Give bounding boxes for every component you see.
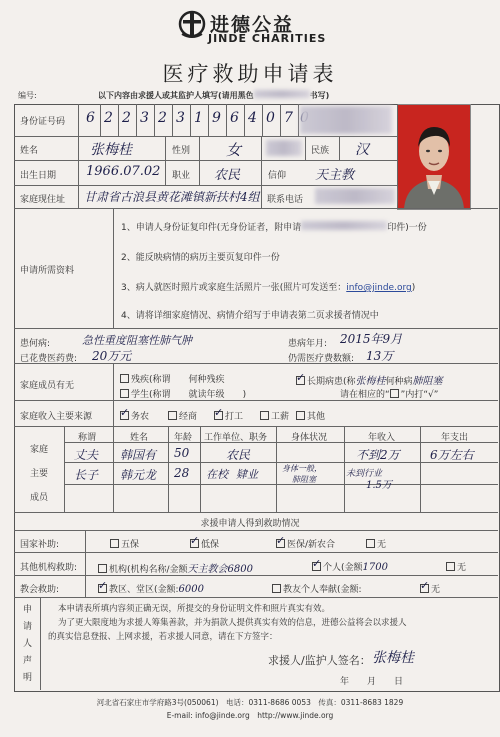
fill-note-tail: 书写) <box>309 91 330 100</box>
dibao-checkbox[interactable] <box>190 539 199 548</box>
option-student-close: ) <box>242 390 247 400</box>
option-disabled[interactable] <box>120 372 225 385</box>
id-label: 身份证号码 <box>20 117 66 127</box>
redacted-area <box>266 140 302 156</box>
number-label: 编号: <box>18 91 37 100</box>
cost-value: 20万元 <box>92 349 132 363</box>
declaration-line-3: 的真实信息登报、上网求援，若求援人同意，请在下方签字： <box>48 632 278 642</box>
gov-option-dibao[interactable] <box>190 537 219 550</box>
table-cell: 未到行业 <box>346 469 383 479</box>
fill-note-text: 以下内容由求援人或其监护人填写(请用黑色 <box>98 91 254 100</box>
table-cell: 50 <box>174 446 190 460</box>
id-digit: 3 <box>140 110 149 126</box>
info-email-link[interactable]: info@jinde.org <box>346 283 412 293</box>
birth-label: 出生日期 <box>20 171 57 181</box>
org-aid-option[interactable] <box>98 560 253 575</box>
redacted-id-area <box>300 106 392 134</box>
members-label: 家庭成员有无 <box>20 381 75 391</box>
id-digit: 7 <box>284 110 293 126</box>
income-option-salary[interactable] <box>260 409 289 422</box>
gov-aid-label: 国家补助: <box>20 540 60 550</box>
estimate-value: 13万 <box>366 349 394 363</box>
job-label: 职业 <box>172 171 191 181</box>
table-cell: 6万左右 <box>430 448 474 462</box>
material-item-2: 2、能反映病情的病历主要页复印件一份 <box>121 253 280 263</box>
org-aid-amount: 天主教会6800 <box>187 564 253 575</box>
family-label-2: 主要 <box>30 469 49 479</box>
other-checkbox[interactable] <box>296 411 305 420</box>
material-item-1-text: 1、申请人身份证复印件(无身份证者，附申请 <box>121 223 302 233</box>
faith-label: 信仰 <box>268 171 287 181</box>
family-header-health: 身体状况 <box>291 433 328 443</box>
org-none-option[interactable] <box>446 560 466 573</box>
table-cell: 肄业 <box>236 468 258 481</box>
farming-checkbox[interactable] <box>120 411 129 420</box>
salary-label: 工薪 <box>271 412 290 422</box>
disabled-checkbox[interactable] <box>120 374 129 383</box>
check-hint-tick: √ <box>428 390 434 400</box>
side-char: 申 <box>23 605 33 615</box>
church-diocese-option[interactable] <box>98 582 204 595</box>
estimate-label: 仍需医疗费数额: <box>288 354 355 364</box>
health-note: 身体一般， <box>282 464 322 473</box>
table-cell: 28 <box>174 466 190 480</box>
org-logo <box>178 10 328 46</box>
check-hint <box>340 387 438 400</box>
year-value: 2015年9月 <box>340 332 403 346</box>
wubao-label: 五保 <box>121 540 140 550</box>
gov-none-label: 无 <box>377 540 387 550</box>
id-digit: 6 <box>86 110 95 126</box>
address-value: 甘肃省古浪县黄花滩镇新扶村4组 <box>84 190 260 204</box>
org-checkbox[interactable] <box>98 564 107 573</box>
declaration-line-2: 为了更大限度地为求援人筹集善款，并为捐款人提供真实有效的信息，进德公益将会以求援人 <box>58 618 407 628</box>
material-item-3 <box>121 280 415 293</box>
disease-value: 急性重度阻塞性肺气肿 <box>82 334 192 347</box>
income-option-business[interactable] <box>168 409 197 422</box>
table-cell: 丈夫 <box>74 448 99 462</box>
income-option-other[interactable] <box>296 409 325 422</box>
option-student-label: 学生(称谓 <box>131 390 171 400</box>
person-option-label: 个人(金额 <box>323 563 363 573</box>
footer-contact: E-mail: info@jinde.org http://www.jinde.org <box>166 711 334 720</box>
address-label: 家庭现住址 <box>20 195 66 205</box>
church-none-label: 无 <box>431 585 441 595</box>
declaration-side-label <box>23 602 32 687</box>
gov-option-none[interactable] <box>366 537 386 550</box>
org-option-label: 机构(机构名称/金额 <box>109 565 188 575</box>
option-chronic-kind: 何种病 <box>385 377 413 387</box>
farming-label: 务农 <box>131 412 150 422</box>
ethnic-label: 民族 <box>311 146 330 156</box>
check-hint-text: 请在相应的“ <box>340 390 390 400</box>
dibao-label: 低保 <box>201 540 220 550</box>
labor-checkbox[interactable] <box>214 411 223 420</box>
material-item-4: 4、请将详细家庭情况、病情介绍写于申请表第二页求援者情况中 <box>121 311 379 321</box>
side-char: 声 <box>23 656 33 666</box>
id-digit: 6 <box>230 110 239 126</box>
materials-label: 申请所需资料 <box>20 266 75 276</box>
option-chronic[interactable] <box>296 372 443 387</box>
labor-label: 打工 <box>225 412 244 422</box>
member-option-label: 教友个人奉献(金额: <box>283 585 362 595</box>
hint-box-icon <box>390 389 399 398</box>
business-label: 经商 <box>179 412 198 422</box>
material-item-1-tail: 印件)一份 <box>387 223 427 233</box>
gov-option-wubao[interactable] <box>110 537 139 550</box>
id-digit: 0 <box>266 110 275 126</box>
applicant-photo <box>397 104 471 210</box>
income-source-label: 家庭收入主要来源 <box>20 412 93 422</box>
signature-value: 张梅桂 <box>372 650 414 666</box>
option-chronic-label: 长期病患(称 <box>307 377 356 387</box>
diocese-amount: 6000 <box>178 584 204 595</box>
redacted-area <box>254 90 310 98</box>
check-hint-end: ” <box>433 390 439 400</box>
table-cell: 在校 <box>206 468 228 481</box>
name-value: 张梅桂 <box>90 142 132 158</box>
income-option-farming[interactable] <box>120 409 149 422</box>
member-checkbox[interactable] <box>272 584 281 593</box>
student-checkbox[interactable] <box>120 389 129 398</box>
birth-value: 1966.07.02 <box>86 164 161 179</box>
person-aid-amount: 1700 <box>362 562 388 573</box>
wubao-checkbox[interactable] <box>110 539 119 548</box>
chronic-checkbox[interactable] <box>296 376 305 385</box>
table-cell: 韩元龙 <box>120 468 157 482</box>
church-member-option[interactable] <box>272 582 362 595</box>
family-header-income: 年收入 <box>368 433 396 443</box>
other-label: 其他 <box>307 412 326 422</box>
id-digit: 2 <box>104 110 113 126</box>
signature-label: 求援人/监护人签名： <box>268 654 371 667</box>
disease-label: 患何病: <box>20 339 51 349</box>
family-header-work: 工作单位、职务 <box>204 433 268 443</box>
material-item-3-tail: ) <box>411 283 416 293</box>
check-hint-mid: ”内打“ <box>400 390 428 400</box>
side-char: 明 <box>23 673 33 683</box>
option-student-grade: 就读年级 <box>188 390 225 400</box>
gov-option-insurance[interactable] <box>276 537 335 550</box>
family-header-age: 年龄 <box>174 433 193 443</box>
fill-note <box>98 90 329 101</box>
faith-value: 天主教 <box>315 168 355 183</box>
form-title: 医疗救助申请表 <box>162 62 338 86</box>
material-item-3-text: 3、病人就医时照片或家庭生活照片一张(照片可发送至： <box>121 283 347 293</box>
jinde-logo-icon <box>178 10 206 40</box>
church-none-option[interactable] <box>420 582 440 595</box>
income-option-labor[interactable] <box>214 409 243 422</box>
family-label-1: 家庭 <box>30 445 49 455</box>
redacted-phone <box>315 188 395 204</box>
org-none-label: 无 <box>457 563 467 573</box>
material-item-1 <box>121 220 427 233</box>
person-checkbox[interactable] <box>312 562 321 571</box>
business-checkbox[interactable] <box>168 411 177 420</box>
chronic-person: 张梅桂 <box>355 376 386 387</box>
declaration-line-1: 本申请表所填内容须正确无误，所提交的身份证明文件和照片真实有效。 <box>58 604 331 614</box>
ethnic-value: 汉 <box>355 142 369 158</box>
side-char: 人 <box>23 639 33 649</box>
org-name-cn: 进德公益 <box>210 14 295 36</box>
family-header-expense: 年支出 <box>441 433 469 443</box>
insurance-label: 医保/新农合 <box>287 540 336 550</box>
name-label: 姓名 <box>20 146 39 156</box>
side-char: 请 <box>23 622 33 632</box>
option-disabled-kind: 何种残疾 <box>188 375 225 385</box>
id-digit: 9 <box>212 110 221 126</box>
table-cell: 农民 <box>226 448 251 462</box>
diocese-option-label: 教区、堂区(金额: <box>109 585 179 595</box>
option-disabled-label: 残疾(称谓 <box>131 375 171 385</box>
org-name-en: JINDE CHARITIES <box>208 32 327 45</box>
job-value: 农民 <box>214 168 241 183</box>
table-cell: 韩国有 <box>120 448 157 462</box>
table-cell: 1.5万 <box>366 480 392 491</box>
family-label-3: 成员 <box>30 493 49 503</box>
person-aid-option[interactable] <box>312 560 388 573</box>
option-student[interactable] <box>120 387 246 400</box>
portrait-icon <box>398 105 470 209</box>
id-digit: 4 <box>248 110 257 126</box>
id-digit: 1 <box>194 110 203 126</box>
chronic-disease: 肺阻塞 <box>412 376 443 387</box>
id-digit: 2 <box>122 110 131 126</box>
org-aid-label: 其他机构救助: <box>20 563 78 573</box>
church-aid-label: 教会救助: <box>20 585 60 595</box>
table-cell: 长子 <box>74 468 99 482</box>
church-none-checkbox[interactable] <box>420 584 429 593</box>
date-label: 年 月 日 <box>340 677 404 687</box>
sex-value: 女 <box>226 141 242 159</box>
footer-address: 河北省石家庄市学府路3号(050061) 电话：0311-8686 0053 传真：0311-8683 1829 <box>96 698 404 707</box>
family-header-name: 姓名 <box>130 433 149 443</box>
health-note: 肺阻塞 <box>292 475 316 484</box>
cost-label: 已花费医药费: <box>20 354 78 364</box>
phone-label: 联系电话 <box>267 195 304 205</box>
redacted-area <box>301 221 387 230</box>
id-digit: 3 <box>176 110 185 126</box>
family-header-relation: 称谓 <box>78 433 97 443</box>
gov-none-checkbox[interactable] <box>366 539 375 548</box>
insurance-checkbox[interactable] <box>276 539 285 548</box>
id-digit: 2 <box>158 110 167 126</box>
diocese-checkbox[interactable] <box>98 584 107 593</box>
salary-checkbox[interactable] <box>260 411 269 420</box>
org-none-checkbox[interactable] <box>446 562 455 571</box>
aid-section-title: 求援申请人得到救助情况 <box>200 519 300 529</box>
year-label: 患病年月: <box>288 339 328 349</box>
sex-label: 性别 <box>172 146 191 156</box>
table-cell: 不到2万 <box>356 448 400 462</box>
